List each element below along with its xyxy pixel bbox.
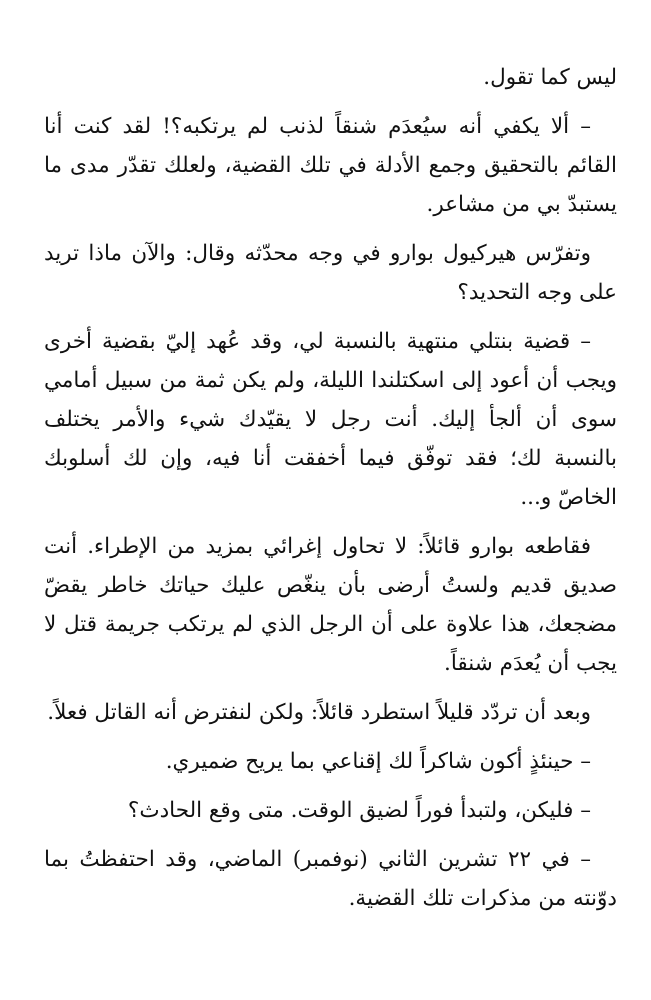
- paragraph-2: – ألا يكفي أنه سيُعدَم شنقاً لذنب لم يرتكبه؟! لقد كنت أنا القائم بالتحقيق وجمع الأدلة في تلك القضية، ولعلك تقدّر مدى ما يستبدّ بي من مشاعر.: [44, 114, 617, 217]
- paragraph-9: – في ٢٢ تشرين الثاني (نوفمبر) الماضي، وقد احتفظتُ بما دوّنته من مذكرات تلك القضية.: [44, 847, 617, 911]
- paragraph-6: وبعد أن تردّد قليلاً استطرد قائلاً: ولكن لنفترض أنه القاتل فعلاً.: [47, 700, 591, 725]
- paragraph-4: – قضية بنتلي منتهية بالنسبة لي، وقد عُهد إليّ بقضية أخرى ويجب أن أعود إلى اسكتلندا الليلة، ولم يكن ثمة من سبيل أمامي سوى أن ألجأ إليك. أنت رجل لا يقيّدك شيء والأمر يختلف بالنسبة لك؛ فقد توفّق فيما أخفقت أنا فيه، وإن لك أسلوبك الخاصّ و...: [44, 329, 617, 510]
- book-page: [44, 58, 617, 928]
- paragraph-8: – فليكن، ولتبدأ فوراً لضيق الوقت. متى وقع الحادث؟: [127, 798, 591, 823]
- paragraph-5: فقاطعه بوارو قائلاً: لا تحاول إغرائي بمزيد من الإطراء. أنت صديق قديم ولستُ أرضى بأن ينغّص عليك حياتك خاطر يقضّ مضجعك، هذا علاوة على أن الرجل الذي لم يرتكب جريمة قتل لا يجب أن يُعدَم شنقاً.: [44, 534, 617, 676]
- paragraph-7: – حينئذٍ أكون شاكراً لك إقناعي بما يريح ضميري.: [165, 749, 591, 774]
- paragraph-3: وتفرّس هيركيول بوارو في وجه محدّثه وقال: والآن ماذا تريد على وجه التحديد؟: [44, 241, 617, 305]
- paragraph-1: ليس كما تقول.: [483, 65, 617, 90]
